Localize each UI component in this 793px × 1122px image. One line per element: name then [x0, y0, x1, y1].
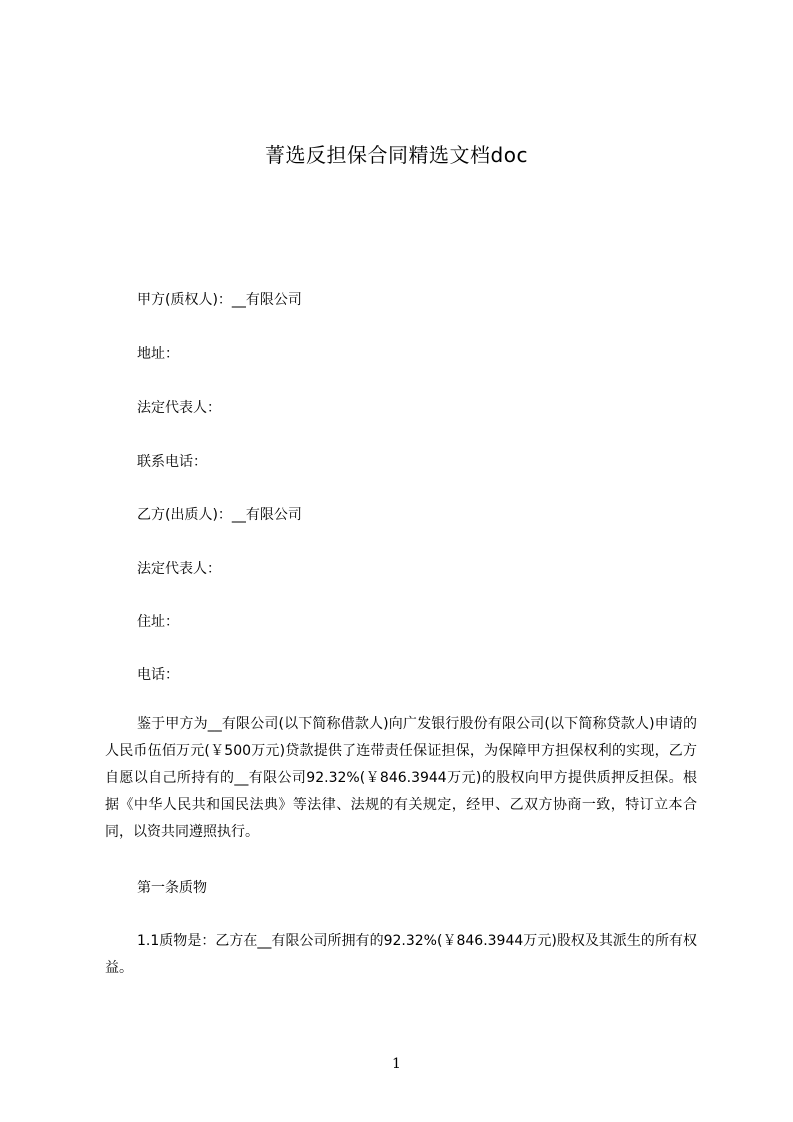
party-a-line: 甲方(质权人)：__有限公司: [137, 292, 302, 308]
party-b-address: 住址：: [137, 614, 179, 630]
preamble-paragraph: 鉴于甲方为__有限公司(以下简称借款人)向广发银行股份有限公司(以下简称贷款人)申请的人民币伍佰万元(￥500万元)贷款提供了连带责任保证担保，为保障甲方担保权利的实现，乙方自愿以自己所持有的__有限公司92.32%(￥846.3944万元)的股权向甲方提供质押反担保。根据《中华人民共和国民法典》等法律、法规的有关规定，经甲、乙双方协商一致，特订立本合同，以资共同遵照执行。: [105, 716, 697, 840]
page-number: 1: [392, 1056, 401, 1072]
party-a-phone: 联系电话：: [137, 454, 207, 470]
party-a-legal-representative: 法定代表人：: [137, 400, 221, 416]
party-b-phone: 电话：: [137, 667, 179, 683]
party-b-line: 乙方(出质人)：__有限公司: [137, 507, 302, 523]
article-1-1-paragraph: 1.1质物是：乙方在__有限公司所拥有的92.32%(￥846.3944万元)股权及其派生的所有权益。: [105, 933, 697, 976]
article-1-heading: 第一条质物: [137, 880, 207, 896]
party-b-legal-representative: 法定代表人：: [137, 561, 221, 577]
party-a-address: 地址：: [137, 346, 179, 362]
document-title: 菁选反担保合同精选文档doc: [265, 143, 528, 167]
